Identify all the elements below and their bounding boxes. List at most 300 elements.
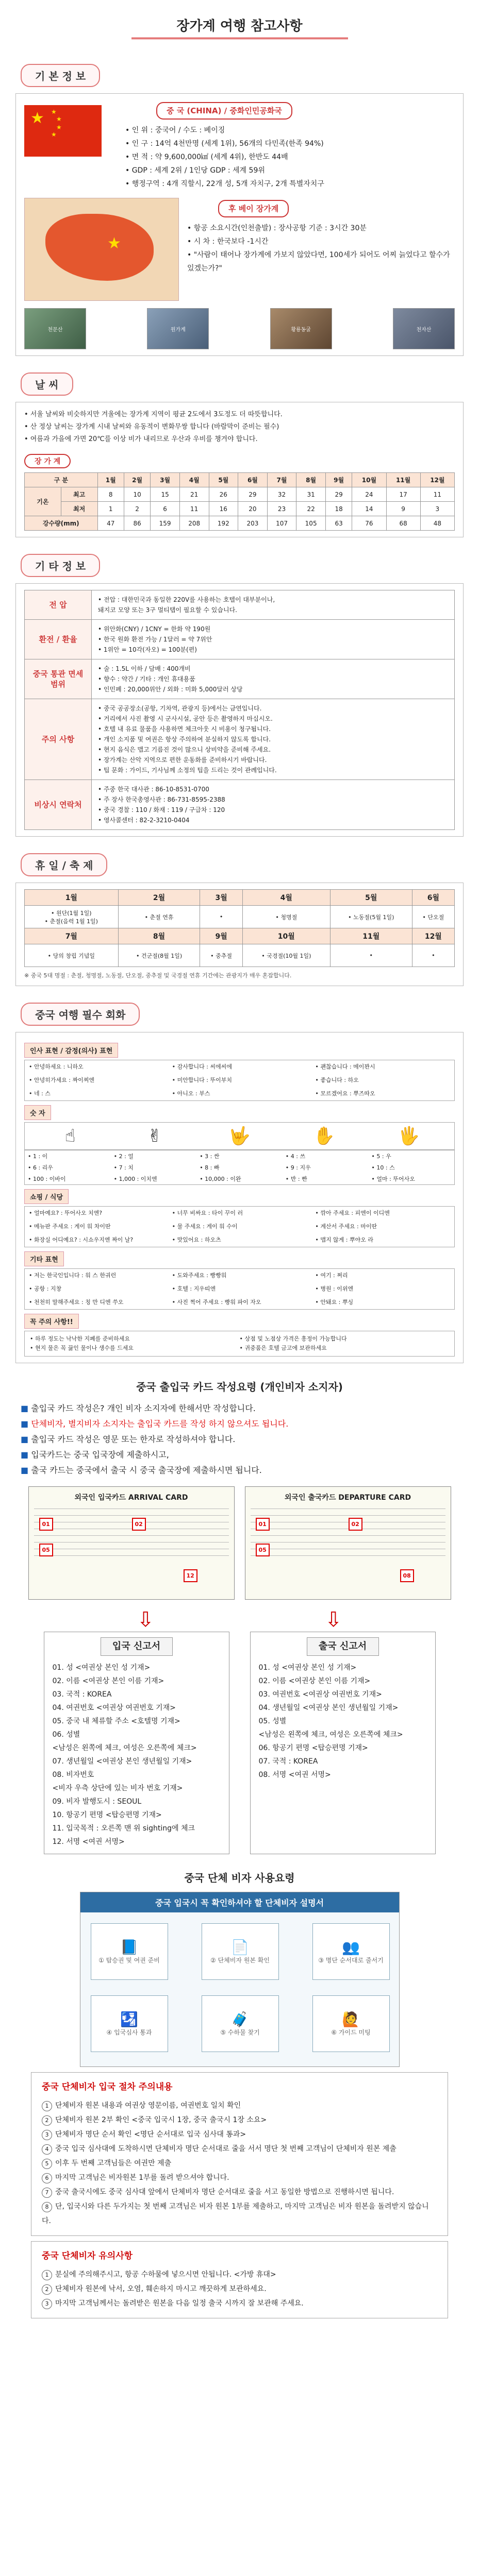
table-header-cell: 9월 <box>325 473 352 487</box>
table-header-row <box>25 928 455 944</box>
table-cell: • 당의 창립 기념일 <box>25 944 119 967</box>
phrase-item: • 하루 정도는 낙낙한 지폐를 준비하세요 <box>30 1335 130 1342</box>
table-row <box>25 906 455 928</box>
procedure-item <box>42 2199 437 2228</box>
entry-card-bullets <box>10 1401 469 1478</box>
photo-caption: 원가계 <box>170 327 186 333</box>
phrase-item: • 얼마 : 뚜어사오 <box>371 1176 415 1182</box>
bullet-item <box>21 1416 458 1432</box>
table-cell: 11 <box>179 502 209 516</box>
form-item: 08. 비자번호 <box>52 1771 94 1779</box>
photo-caption: 천문산 <box>47 327 63 333</box>
procedure-text: 단체비자 원본 2부 확인 <중국 입국시 1장, 중국 출국시 1장 소요> <box>55 2116 267 2124</box>
step-number-icon: 6 <box>42 2173 52 2183</box>
procedure-item <box>42 2267 437 2282</box>
phrase-item: • 공항 : 지창 <box>29 1285 62 1292</box>
weather-note: • 여름과 가을에 가면 20℃를 이상 비가 내리므로 우산과 우비를 챙겨야 합니다. <box>24 435 258 443</box>
other-info-section <box>15 583 464 837</box>
info-value <box>92 780 455 830</box>
table-cell: • 청명절 <box>242 906 330 928</box>
bullet-square-icon: ■ <box>21 1465 31 1475</box>
table-cell: 68 <box>386 516 420 531</box>
visa-step <box>202 1923 279 1980</box>
visa-warnings <box>31 2241 448 2318</box>
table-header-cell: 2월 <box>124 473 150 487</box>
visa-step-label: ④ 입국심사 통과 <box>106 2029 152 2036</box>
etc-category: 기타 표현 <box>24 1251 64 1266</box>
table-header-cell: 1월 <box>97 473 124 487</box>
table-header-cell: 3월 <box>151 473 180 487</box>
scenery-photo <box>24 308 86 349</box>
city-item: • 항공 소요시간(인천출발) : 장사공항 기준 : 3시간 30분 <box>187 224 367 232</box>
info-line: • 주 장사 한국총영사관 : 86-731-8595-2388 <box>98 796 225 803</box>
visa-step <box>312 1995 390 2052</box>
table-header-cell: 11월 <box>330 928 412 944</box>
form-item: 07. 국적 : KOREA <box>258 1757 318 1766</box>
step-number-icon: 5 <box>42 2159 52 2169</box>
table-header-cell: 구 분 <box>25 473 98 487</box>
visa-step <box>312 1923 390 1980</box>
table-cell: 15 <box>151 487 180 502</box>
visa-step-label: ② 단체비자 원본 확인 <box>210 1957 270 1964</box>
phrase-item: • 1,000 : 이치엔 <box>113 1176 157 1182</box>
info-key: 환전 / 환율 <box>25 620 92 659</box>
scenery-photo <box>393 308 455 349</box>
table-header-cell: 2월 <box>118 890 200 906</box>
table-cell: • <box>200 906 242 928</box>
phrase-item: • 사진 찍어 주세요 : 빵워 파이 자오 <box>172 1299 261 1306</box>
city-pill: 후 베이 장가계 <box>218 200 289 217</box>
table-cell: • <box>330 944 412 967</box>
checkpoint-icon: 🛂 <box>120 2011 138 2028</box>
table-cell: 48 <box>420 516 454 531</box>
phrase-item: • 계산서 주세요 : 마이딴 <box>315 1223 377 1230</box>
table-header-cell: 6월 <box>238 473 268 487</box>
country-item: • 인 구 : 14억 4천만명 (세계 1위), 56개의 다민족(한족 94%) <box>125 140 324 148</box>
bullet-text: 출국 카드는 중국에서 출국 시 중국 출국장에 제출하시면 됩니다. <box>31 1465 262 1475</box>
info-line: • 전압 : 대한민국과 동일한 220V를 사용하는 호텔이 대부분이나, <box>98 596 275 603</box>
bullet-square-icon: ■ <box>21 1434 31 1444</box>
step-number-icon: 1 <box>42 2270 52 2280</box>
procedure-item <box>42 2282 437 2296</box>
hand-five-icon: 🖐 <box>398 1126 420 1146</box>
table-header-cell: 1월 <box>25 890 119 906</box>
procedure-item <box>42 2127 437 2142</box>
guide-icon: 🙋 <box>342 2011 360 2028</box>
procedure-item <box>42 2185 437 2199</box>
procedure-text: 단체비자 원본 내용과 여권상 영문이름, 여권번호 일치 확인 <box>55 2102 241 2110</box>
info-line: • 위안화(CNY) / 1CNY = 한화 약 190원 <box>98 625 211 633</box>
convo-section <box>15 1032 464 1363</box>
procedure-text: 단, 입국시와 다른 두가지는 첫 번째 고객님은 비자 원본 1부를 제출하고, 마지막 고객님은 비자 원본을 돌려받지 않습니다. <box>42 2202 429 2225</box>
warnings-heading: 중국 단체비자 유의사항 <box>42 2251 133 2261</box>
form-item: 10. 항공기 편명 <탑승편명 기재> <box>52 1811 162 1819</box>
china-flag-icon: ★ ★ ★ ★ ★ <box>24 105 102 157</box>
etc-grid <box>24 1268 455 1310</box>
scenery-photo <box>270 308 332 349</box>
info-line: • 중국 공공장소(공항, 기차역, 관광지 등)에서는 금연입니다. <box>98 705 262 712</box>
document-icon: 📄 <box>231 1939 249 1956</box>
form-item: 09. 비자 발행도시 : SEOUL <box>52 1798 142 1806</box>
phrase-item: • 미안합니다 : 뚜이부치 <box>172 1077 232 1083</box>
phrase-item: • 깎아 주세요 : 피엔이 이디엔 <box>315 1210 390 1216</box>
phrase-item: • 상점 및 노점상 가격은 흥정이 가능합니다 <box>239 1335 347 1342</box>
info-line: • 영사콜센터 : 82-2-3210-0404 <box>98 817 190 824</box>
phrase-item: • 물 주세요 : 게이 워 수이 <box>172 1223 238 1230</box>
visa-procedure <box>31 2072 448 2236</box>
phrase-item: • 2 : 얼 <box>113 1153 134 1160</box>
procedure-item <box>42 2113 437 2127</box>
weather-note: • 서울 날씨와 비슷하지만 겨울에는 장가계 지역이 평균 2도에서 3도정도 더 따뜻합니다. <box>24 411 283 418</box>
hand-three-icon: 🤟 <box>228 1126 251 1146</box>
table-cell: 6 <box>151 502 180 516</box>
phrase-item: • 8 : 빠 <box>200 1164 220 1171</box>
form-item: 06. 항공기 편명 <탑승편명 기재> <box>258 1744 368 1752</box>
bullet-square-icon: ■ <box>21 1403 31 1413</box>
departure-card-label: 외국인 출국카드 DEPARTURE CARD <box>284 1494 411 1502</box>
table-header-cell: 10월 <box>352 473 386 487</box>
phrase-item: • 10,000 : 이완 <box>200 1176 241 1182</box>
table-cell: 159 <box>151 516 180 531</box>
procedure-text: 중국 출국시에도 중국 심사대 앞에서 단체비자 명단 순서대로 줄을 서고 동일한 방법으로 진행하시면 됩니다. <box>55 2188 394 2196</box>
visa-step-label: ③ 명단 순서대로 줄서기 <box>318 1957 384 1964</box>
phrase-item: • 7 : 치 <box>113 1164 134 1171</box>
form-item: 05. 성별 <box>258 1717 287 1725</box>
table-cell: 14 <box>352 502 386 516</box>
phrase-item: • 맛있어요 : 하오츠 <box>172 1236 221 1243</box>
phrase-item: • 너무 비싸요 : 타이 꾸이 러 <box>172 1210 243 1216</box>
country-item: • 인 위 : 중국어 / 수도 : 베이징 <box>125 126 225 134</box>
form-item: 03. 여권번호 <여권상 여권번호 기재> <box>258 1690 382 1699</box>
weather-heading: 날 씨 <box>21 372 73 396</box>
basic-info-heading: 기 본 정 보 <box>21 64 100 87</box>
table-cell: 11 <box>420 487 454 502</box>
table-row-label: 최저 <box>61 502 97 516</box>
bullet-square-icon: ■ <box>21 1450 31 1460</box>
hand-one-icon: ☝ <box>64 1126 76 1146</box>
table-header-cell: 5월 <box>330 890 412 906</box>
arrival-card-label: 외국인 입국카드 ARRIVAL CARD <box>74 1494 188 1502</box>
table-header-cell: 4월 <box>242 890 330 906</box>
phrase-item: • 네 : 스 <box>29 1090 51 1097</box>
form-item: 02. 이름 <여권상 본인 이름 기재> <box>258 1677 371 1685</box>
departure-form-guide <box>250 1632 436 1854</box>
info-line: • 중국 경찰 : 110 / 화재 : 119 / 구급차 : 120 <box>98 806 225 814</box>
info-line: 돼지코 모양 또는 3구 멀티탭이 필요할 수 있습니다. <box>98 606 237 614</box>
other-info-table <box>24 590 455 830</box>
bullet-text: 출입국 카드 작성은 영문 또는 한자로 작성하셔야 합니다. <box>31 1434 236 1444</box>
convo-heading: 중국 여행 필수 회화 <box>21 1003 140 1026</box>
phrase-item: • 귀중품은 호텔 금고에 보관하세요 <box>239 1345 327 1351</box>
infographic-title: 중국 입국시 꼭 확인하셔야 할 단체비자 설명서 <box>80 1892 399 1912</box>
table-row-label: 강수량(mm) <box>25 516 98 531</box>
procedure-item <box>42 2156 437 2171</box>
table-cell: 107 <box>267 516 296 531</box>
table-row <box>25 780 455 830</box>
holidays-section <box>15 883 464 986</box>
hand-two-icon: ✌ <box>147 1126 162 1146</box>
card-images <box>10 1486 469 1600</box>
table-row <box>25 699 455 780</box>
form-item: 01. 성 <여권상 본인 성 기재> <box>258 1664 357 1672</box>
city-item: • "사람이 태어나 장가계에 가보지 않았다면, 100세가 되어도 어찌 늙었다고 할수가 있겠는가?" <box>187 251 450 273</box>
info-line: • 술 : 1.5L 이하 / 담배 : 400개비 <box>98 665 191 672</box>
luggage-icon: 🧳 <box>231 2011 249 2028</box>
table-cell: 2 <box>124 502 150 516</box>
form-guides <box>10 1632 469 1854</box>
info-key: 주의 사항 <box>25 699 92 780</box>
phrase-item: • 호텔 : 지우띠엔 <box>172 1285 216 1292</box>
table-cell: • 중추절 <box>200 944 242 967</box>
phrase-item: • 좋습니다 : 하오 <box>315 1077 359 1083</box>
table-header-cell: 8월 <box>296 473 326 487</box>
visa-step-label: ⑤ 수하물 찾기 <box>220 2029 260 2036</box>
bullet-item <box>21 1447 458 1463</box>
form-item: 02. 이름 <여권상 본인 이름 기재> <box>52 1677 164 1685</box>
table-row <box>25 944 455 967</box>
table-row <box>25 620 455 659</box>
bullet-item <box>21 1463 458 1478</box>
table-cell: 26 <box>209 487 238 502</box>
basic-info-section <box>15 93 464 356</box>
phrase-item: • 6 : 리우 <box>28 1164 53 1171</box>
step-number-icon: 8 <box>42 2202 52 2212</box>
table-cell: 32 <box>267 487 296 502</box>
info-line: • 향수 : 약간 / 기타 : 개인 휴대용품 <box>98 675 195 683</box>
table-cell: • 단오절 <box>412 906 454 928</box>
form-item: 11. 입국목적 : 오른쪽 맨 위 sighting에 체크 <box>52 1824 195 1833</box>
phrase-item: • 안녕하세요 : 니하오 <box>29 1063 84 1070</box>
photo-caption: 황룡동굴 <box>291 327 311 333</box>
page-title: 장가계 여행 참고사항 <box>131 15 348 39</box>
scenery-photo <box>147 308 209 349</box>
phrase-item: • 저는 한국인입니다 : 워 스 한궈런 <box>29 1272 117 1279</box>
table-header-cell: 6월 <box>412 890 454 906</box>
weather-note: • 산 정상 날씨는 장가계 시내 날씨와 유동적이 변화무쌍 합니다 (바람막이 준비는 필수) <box>24 423 279 431</box>
number-category: 숫 자 <box>24 1105 51 1120</box>
bullet-text: 입국카드는 중국 입국장에 제출하시고, <box>31 1450 169 1460</box>
phrase-item: • 안녕히가세요 : 짜이찌엔 <box>29 1077 94 1083</box>
table-group-cell: 기온 <box>25 487 61 516</box>
info-line: • 1위안 = 10각(자오) = 100분(편) <box>98 646 197 653</box>
city-info <box>187 198 455 301</box>
info-line: • 팁 문화 : 가이드, 기사님께 소정의 팁을 드리는 것이 관례입니다. <box>98 767 277 774</box>
phrase-item: • 반 : 빤 <box>285 1176 307 1182</box>
phrase-item: • 모르겠어요 : 뿌즈따오 <box>315 1090 375 1097</box>
visa-step <box>91 1995 168 2052</box>
table-cell: • <box>412 944 454 967</box>
table-cell: 18 <box>325 502 352 516</box>
phrase-item: • 현지 물은 꼭 끓인 물이나 생수를 드세요 <box>30 1345 134 1351</box>
greet-category: 인사 표현 / 감정(의사) 표현 <box>24 1043 118 1058</box>
table-header-cell: 8월 <box>118 928 200 944</box>
visa-step-label: ⑥ 가이드 미팅 <box>331 2029 371 2036</box>
procedure-text: 분실에 주의해주시고, 항공 수하물에 넣으시면 안됩니다. <가방 휴대> <box>55 2270 276 2279</box>
form-item: 08. 서명 <여권 서명> <box>258 1771 331 1779</box>
weather-subtitle: 장 가 계 <box>24 454 71 468</box>
visa-step <box>202 1995 279 2052</box>
procedure-text: 단체비자 원본에 낙서, 오염, 훼손하지 마시고 깨끗하게 보관하세요. <box>55 2285 267 2293</box>
phrase-item: • 5 : 우 <box>371 1153 391 1160</box>
arrow-down-icon: ⇩ <box>324 1608 342 1632</box>
phrase-item: • 메뉴판 주세요 : 게이 워 차이딴 <box>29 1223 111 1230</box>
phrase-item: • 도와주세요 : 빵빵워 <box>172 1272 227 1279</box>
country-info <box>125 100 455 191</box>
country-item: • 행정구역 : 4개 직할시, 22개 성, 5개 자치구, 2개 특별자치구 <box>125 180 324 188</box>
greet-grid <box>24 1060 455 1101</box>
table-cell: 31 <box>296 487 326 502</box>
table-header-row <box>25 890 455 906</box>
table-cell: 10 <box>124 487 150 502</box>
table-cell: 208 <box>179 516 209 531</box>
table-cell: 23 <box>267 502 296 516</box>
form-item: 06. 성별 <box>52 1731 80 1739</box>
step-number-icon: 4 <box>42 2144 52 2155</box>
step-number-icon: 3 <box>42 2299 52 2309</box>
info-value <box>92 699 455 780</box>
table-row <box>25 659 455 699</box>
bullet-text: 출입국 카드 작성은? 개인 비자 소지자에 한해서만 작성합니다. <box>31 1403 256 1413</box>
step-number-icon: 1 <box>42 2101 52 2111</box>
visa-step <box>91 1923 168 1980</box>
form-item: 05. 중국 내 체류할 주소 <호텔명 기재> <box>52 1717 180 1725</box>
departure-form-heading: 출국 신고서 <box>307 1637 379 1656</box>
table-cell: 8 <box>97 487 124 502</box>
table-row <box>25 502 455 516</box>
form-item: 03. 국적 : KOREA <box>52 1690 112 1699</box>
phrase-item: • 4 : 쓰 <box>285 1153 306 1160</box>
table-cell: 29 <box>325 487 352 502</box>
table-header-cell: 12월 <box>420 473 454 487</box>
arrival-form-guide <box>44 1632 229 1854</box>
photo-caption: 천자산 <box>416 327 432 333</box>
passport-icon: 📘 <box>120 1939 138 1956</box>
holidays-heading: 휴 일 / 축 제 <box>21 853 107 876</box>
weather-table <box>24 472 455 531</box>
china-map-image: ★ <box>24 198 179 301</box>
table-cell: 76 <box>352 516 386 531</box>
info-key: 중국 통관 면세 범위 <box>25 659 92 699</box>
info-line: • 장가계는 산악 지역으로 편한 운동화를 준비하시기 바랍니다. <box>98 756 267 764</box>
country-item: • GDP : 세계 2위 / 1인당 GDP : 세계 59위 <box>125 166 265 175</box>
bullet-item <box>21 1432 458 1447</box>
form-item: 12. 서명 <여권 서명> <box>52 1838 125 1846</box>
phrase-item: • 안돼요 : 뿌싱 <box>315 1299 354 1306</box>
table-cell: 192 <box>209 516 238 531</box>
phrase-item: • 감사합니다 : 씨에씨에 <box>172 1063 232 1070</box>
step-number-icon: 3 <box>42 2130 52 2140</box>
table-header-cell: 12월 <box>412 928 454 944</box>
queue-icon: 👥 <box>342 1939 360 1956</box>
table-cell: • 건군절(8월 1일) <box>118 944 200 967</box>
table-cell: 9 <box>386 502 420 516</box>
table-cell: 17 <box>386 487 420 502</box>
table-header-cell: 7월 <box>267 473 296 487</box>
info-value <box>92 659 455 699</box>
info-key: 전 압 <box>25 590 92 620</box>
table-cell: 1 <box>97 502 124 516</box>
info-line: • 한국 원화 환전 가능 / 1달러 = 약 7위안 <box>98 636 212 643</box>
arrival-card-image: 외국인 입국카드 ARRIVAL CARD 01 02 05 12 <box>28 1486 235 1600</box>
bullet-square-icon: ■ <box>21 1419 31 1429</box>
phrase-item: • 9 : 지우 <box>285 1164 311 1171</box>
table-cell: 20 <box>238 502 268 516</box>
table-cell: • 춘절 연휴 <box>118 906 200 928</box>
form-item: 07. 생년월일 <여권상 본인 생년월일 기재> <box>52 1757 192 1766</box>
table-header-cell: 11월 <box>386 473 420 487</box>
bullet-text: 단체비자, 별지비자 소지자는 출입국 카드를 작성 하지 않으셔도 됩니다. <box>31 1419 289 1429</box>
phrase-item: • 여기 : 쩌리 <box>315 1272 348 1279</box>
table-cell: 16 <box>209 502 238 516</box>
table-header-cell: 5월 <box>209 473 238 487</box>
phrase-item: • 3 : 싼 <box>200 1153 220 1160</box>
country-pill: 중 국 (CHINA) / 중화인민공화국 <box>156 102 292 120</box>
table-cell: 63 <box>325 516 352 531</box>
procedure-text: 마지막 고객님께서는 돌려받은 원본을 다음 일정 출국 시까지 잘 보관해 주세요. <box>55 2299 304 2308</box>
procedure-heading: 중국 단체비자 입국 절차 주의내용 <box>42 2082 173 2092</box>
step-number-icon: 2 <box>42 2284 52 2295</box>
table-header-row <box>25 473 455 487</box>
table-cell: 21 <box>179 487 209 502</box>
holiday-footnote: ※ 중국 5대 명절 : 춘절, 청명절, 노동절, 단오절, 중추절 및 국경절 연휴 기간에는 관광지가 매우 혼잡합니다. <box>24 972 292 979</box>
form-item: 04. 여권번호 <여권상 여권번호 기재> <box>52 1704 176 1712</box>
procedure-text: 중국 입국 심사대에 도착하시면 단체비자 명단 순서대로 줄을 서서 명단 첫 번째 고객님이 단체비자 원본 제출 <box>55 2145 397 2153</box>
phrase-item: • 100 : 이바이 <box>28 1176 66 1182</box>
visa-step-label: ① 탑승권 및 여권 준비 <box>98 1957 160 1964</box>
info-line: • 인민폐 : 20,000위안 / 외화 : 미화 5,000달러 상당 <box>98 686 243 693</box>
form-item: 01. 성 <여권상 본인 성 기재> <box>52 1664 151 1672</box>
number-grid <box>24 1150 455 1185</box>
caution-grid <box>24 1331 455 1357</box>
table-row <box>25 516 455 531</box>
table-cell: 29 <box>238 487 268 502</box>
procedure-item <box>42 2098 437 2113</box>
phrase-item: • 화장실 어디예요? : 시쇼우지엔 짜이 날? <box>29 1236 134 1243</box>
table-header-cell: 10월 <box>242 928 330 944</box>
info-line: • 거리에서 사진 촬영 시 군사시설, 공안 등은 촬영하지 마십시오. <box>98 715 273 722</box>
form-item: 04. 생년월일 <여권상 본인 생년월일 기재> <box>258 1704 399 1712</box>
table-cell: 86 <box>124 516 150 531</box>
table-cell: 24 <box>352 487 386 502</box>
phrase-item: • 천천히 말해주세요 : 칭 만 디엔 쑤오 <box>29 1299 124 1306</box>
table-row-label: 최고 <box>61 487 97 502</box>
phrase-item: • 1 : 이 <box>28 1153 48 1160</box>
table-header-cell: 4월 <box>179 473 209 487</box>
table-cell: 22 <box>296 502 326 516</box>
group-visa-infographic <box>80 1892 400 2067</box>
procedure-text: 이후 두 번째 고객님들은 여권만 제출 <box>55 2159 172 2167</box>
country-item: • 면 적 : 약 9,600,000㎢ (세계 4위), 한반도 44배 <box>125 153 288 161</box>
food-grid <box>24 1206 455 1247</box>
table-header-cell: 9월 <box>200 928 242 944</box>
bullet-item <box>21 1401 458 1416</box>
flag-column <box>24 100 117 191</box>
weather-section <box>15 402 464 537</box>
city-item: • 시 차 : 한국보다 -1시간 <box>187 238 269 246</box>
table-cell: • 국경절(10월 1일) <box>242 944 330 967</box>
group-visa-title: 중국 단체 비자 사용요령 <box>184 1872 295 1884</box>
arrival-form-heading: 입국 신고서 <box>101 1637 173 1656</box>
table-cell: 203 <box>238 516 268 531</box>
info-line: • 개인 소지품 및 여권은 항상 주의하여 분실하지 않도록 합니다. <box>98 736 271 743</box>
phrase-item: • 얼마예요? : 뚜어사오 치엔? <box>29 1210 103 1216</box>
table-header-cell: 3월 <box>200 890 242 906</box>
info-value <box>92 590 455 620</box>
step-number-icon: 2 <box>42 2115 52 2126</box>
table-cell: • 노동절(5월 1일) <box>330 906 412 928</box>
procedure-item <box>42 2171 437 2185</box>
phrase-item: • 아니오 : 부스 <box>172 1090 210 1097</box>
